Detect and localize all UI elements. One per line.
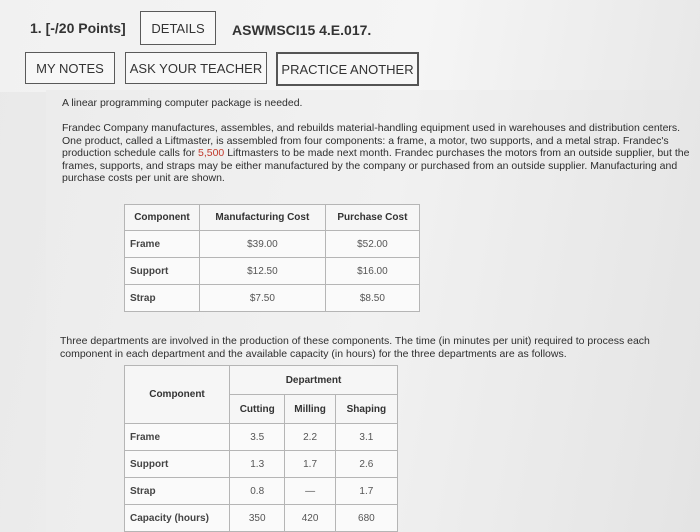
question-number: 1. [-/20 Points] xyxy=(30,20,126,36)
my-notes-button[interactable]: MY NOTES xyxy=(25,52,115,84)
table-row xyxy=(125,258,420,285)
dept-header-group: Department xyxy=(230,366,398,395)
cost-cell-component: Frame xyxy=(125,231,200,258)
cost-cell-manufacturing: $39.00 xyxy=(199,231,325,258)
dept-cell-milling: 2.2 xyxy=(285,424,335,451)
dept-cell-milling: — xyxy=(285,478,335,505)
dept-cell-shaping: 2.6 xyxy=(335,451,397,478)
dept-cell-component: Capacity (hours) xyxy=(125,505,230,532)
intro-text: A linear programming computer package is needed. xyxy=(62,97,303,109)
table-row xyxy=(125,424,398,451)
dept-cell-shaping: 3.1 xyxy=(335,424,397,451)
cost-cell-purchase: $8.50 xyxy=(325,285,419,312)
cost-table xyxy=(124,204,420,312)
problem-text-part1: Frandec Company manufactures, assembles, and rebuilds material-handling equipment used in warehouses and distribution centers. One product, called a Liftmaster, is assembled from four components: a frame, a motor, two supports, and a metal strap. Frandec's production schedule calls for xyxy=(62,122,681,160)
dept-cell-cutting: 0.8 xyxy=(230,478,285,505)
departments-paragraph: Three departments are involved in the production of these components. The time (in minutes per unit) required to process each component in each department and the available capacity (in hours) for the three departments are as follows. xyxy=(60,335,650,360)
dept-cell-shaping: 1.7 xyxy=(335,478,397,505)
dept-cell-component: Support xyxy=(125,451,230,478)
table-row xyxy=(125,451,398,478)
cost-cell-purchase: $16.00 xyxy=(325,258,419,285)
table-row xyxy=(125,505,398,532)
cost-cell-manufacturing: $7.50 xyxy=(199,285,325,312)
table-row xyxy=(125,285,420,312)
dept-table-group-row xyxy=(125,366,398,395)
ask-your-teacher-button[interactable]: ASK YOUR TEACHER xyxy=(125,52,267,84)
dept-header-milling: Milling xyxy=(285,395,335,424)
dept-header-component: Component xyxy=(125,366,230,424)
cost-cell-manufacturing: $12.50 xyxy=(199,258,325,285)
details-button[interactable]: DETAILS xyxy=(140,11,216,45)
practice-another-button[interactable]: PRACTICE ANOTHER xyxy=(276,52,419,86)
cost-header-purchase: Purchase Cost xyxy=(325,205,419,231)
liftmaster-quantity: 5,500 xyxy=(198,147,225,160)
dept-cell-milling: 1.7 xyxy=(285,451,335,478)
question-content xyxy=(46,90,700,532)
cost-cell-purchase: $52.00 xyxy=(325,231,419,258)
dept-cell-milling: 420 xyxy=(285,505,335,532)
department-table xyxy=(124,365,398,532)
problem-paragraph xyxy=(62,122,696,185)
dept-cell-shaping: 680 xyxy=(335,505,397,532)
dept-cell-cutting: 350 xyxy=(230,505,285,532)
cost-table-header-row xyxy=(125,205,420,231)
cost-header-component: Component xyxy=(125,205,200,231)
question-header xyxy=(0,0,700,92)
dept-cell-cutting: 1.3 xyxy=(230,451,285,478)
cost-header-manufacturing: Manufacturing Cost xyxy=(199,205,325,231)
cost-cell-component: Strap xyxy=(125,285,200,312)
cost-cell-component: Support xyxy=(125,258,200,285)
dept-cell-component: Frame xyxy=(125,424,230,451)
table-row xyxy=(125,231,420,258)
dept-header-shaping: Shaping xyxy=(335,395,397,424)
dept-cell-cutting: 3.5 xyxy=(230,424,285,451)
problem-text-part2: Liftmasters to be made next month. Frandec purchases the motors from an outside supplier, but the frames, supports, and straps may be either manufactured by the company or purchased from an outside supplier. Manufacturing and purchase costs per unit are shown. xyxy=(62,147,690,185)
dept-header-cutting: Cutting xyxy=(230,395,285,424)
problem-code: ASWMSCI15 4.E.017. xyxy=(232,22,372,38)
dept-cell-component: Strap xyxy=(125,478,230,505)
table-row xyxy=(125,478,398,505)
